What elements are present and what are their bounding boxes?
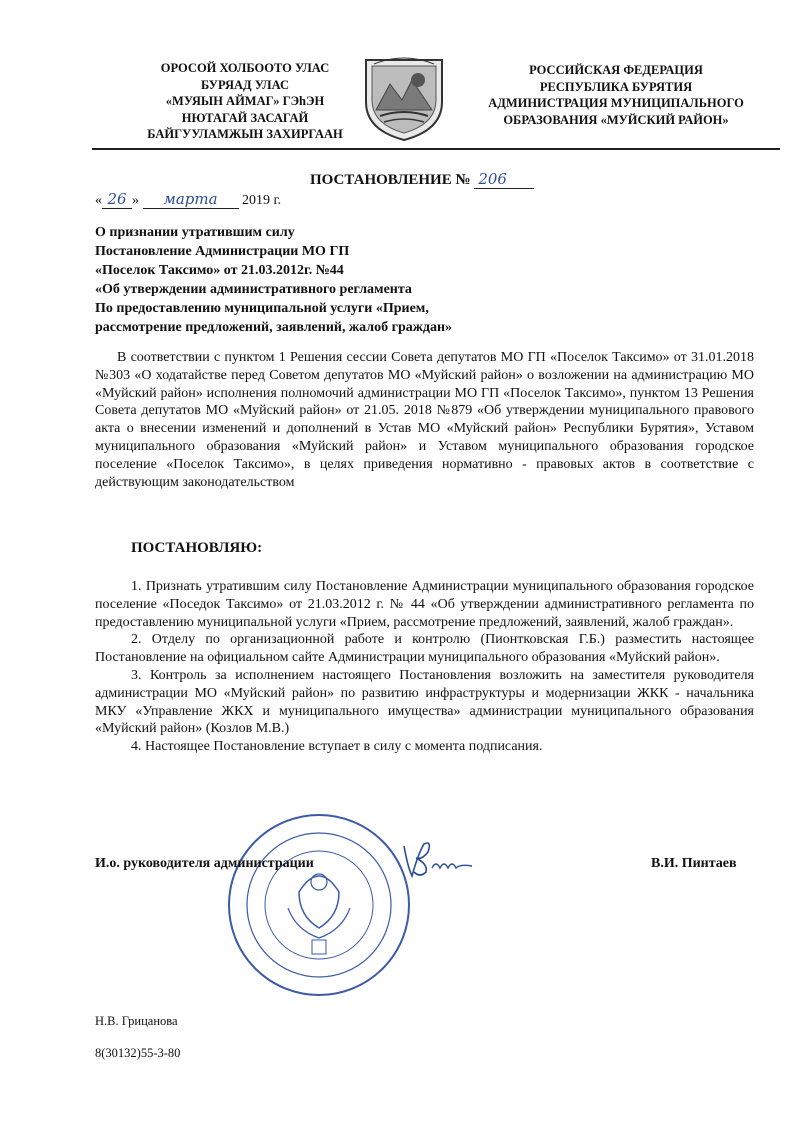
subject-line: рассмотрение предложений, заявлений, жалоб граждан» xyxy=(95,320,453,335)
decree-points xyxy=(95,578,754,756)
subject-line: Постановление Администрации МО ГП xyxy=(95,244,350,259)
executor-phone: 8(30132)55-3-80 xyxy=(95,1046,181,1060)
header-russian xyxy=(460,62,772,128)
header-russian-line: РЕСПУБЛИКА БУРЯТИЯ xyxy=(539,79,693,94)
title-label: ПОСТАНОВЛЕНИЕ № xyxy=(310,172,471,188)
header-russian-line: АДМИНИСТРАЦИЯ МУНИЦИПАЛЬНОГО xyxy=(488,96,744,110)
date-day: 26 xyxy=(102,190,132,209)
document-title xyxy=(310,170,534,189)
date-open-quote: « xyxy=(95,193,102,208)
header-buryat-line: БАЙГУУЛАМЖЫН ЗАХИРГААН xyxy=(147,127,343,141)
decree-heading: ПОСТАНОВЛЯЮ: xyxy=(131,540,263,556)
document-subject xyxy=(95,223,535,337)
signatory-position: И.о. руководителя администрации xyxy=(95,856,314,871)
header-buryat-line: ОРОСОЙ ХОЛБООТО УЛАС xyxy=(160,61,330,75)
date-year: 2019 г. xyxy=(242,193,282,208)
header-divider xyxy=(92,148,780,150)
header-russian-line: РОССИЙСКАЯ ФЕДЕРАЦИЯ xyxy=(529,63,703,77)
header-russian-line: ОБРАЗОВАНИЯ «МУЙСКИЙ РАЙОН» xyxy=(503,112,729,127)
header-buryat-line: «МУЯЫН АЙМАГ» ГЭhЭН xyxy=(165,94,325,108)
subject-line: «Поселок Таксимо» от 21.03.2012г. №44 xyxy=(95,263,344,278)
handwritten-signature xyxy=(398,838,478,882)
header-buryat xyxy=(120,60,370,143)
subject-line: По предоставлению муниципальной услуги «Прием, xyxy=(95,301,429,316)
date-month: марта xyxy=(143,190,239,209)
date-close-quote: » xyxy=(132,193,139,208)
executor-name: Н.В. Грицанова xyxy=(95,1014,178,1028)
document-date xyxy=(95,190,281,209)
decree-point: 2. Отделу по организационной работе и контролю (Пионтковская Г.Б.) разместить настоящее Постановление на официальном сайте Администрации муниципального образования «Муйский район». xyxy=(95,632,754,666)
preamble-paragraph: В соответствии с пунктом 1 Решения сессии Совета депутатов МО ГП «Поселок Таксимо» от 31.01.2018 №303 «О ходатайстве перед Советом депутатов МО «Муйский район» о возложении на администрацию МО «Муйский район» исполнения полномочий администрации МО ГП «Поселок Таксимо», пунктом 13 Решения Совета депутатов МО «Муйский район» от 21.05. 2018 №879 «Об утверждении муниципального правового акта о внесении изменений и дополнений в Устав МО «Муйский район» Республики Бурятия», Уставом муниципального образования «Муйский район» и Уставом муниципального образования городское поселение «Поселок Таксимо», в целях приведения нормативно - правовых актов в соответствие с действующим законодательством xyxy=(95,350,754,490)
decree-point: 1. Признать утратившим силу Постановление Администрации муниципального образования городское поселение «Поседок Таксимо» от 21.03.2012 г. № 44 «Об утверждении административного регламента по предоставлению муниципальной услуги «Прием, рассмотрение предложений, заявлений, жалоб граждан». xyxy=(95,579,754,630)
district-emblem xyxy=(358,50,450,142)
subject-line: О признании утратившим силу xyxy=(95,225,295,240)
decree-point: 4. Настоящее Постановление вступает в силу с момента подписания. xyxy=(131,739,543,755)
decree-point: 3. Контроль за исполнением настоящего Постановления возложить на заместителя руководителя администрации МО «Муйский район» по развитию инфраструктуры и модернизации ЖКК - начальника МКУ «Управление ЖКХ и муниципального имущества» администрации муниципального образования «Муйский район» (Козлов М.В.) xyxy=(95,667,754,737)
document-number: 206 xyxy=(474,170,534,189)
header-buryat-line: БУРЯАД УЛАС xyxy=(200,77,290,92)
official-seal xyxy=(226,812,412,998)
header-buryat-line: НЮТАГАЙ ЗАСАГАЙ xyxy=(181,110,309,125)
subject-line: «Об утверждении административного регламента xyxy=(95,282,412,297)
signatory-name: В.И. Пинтаев xyxy=(651,856,737,871)
